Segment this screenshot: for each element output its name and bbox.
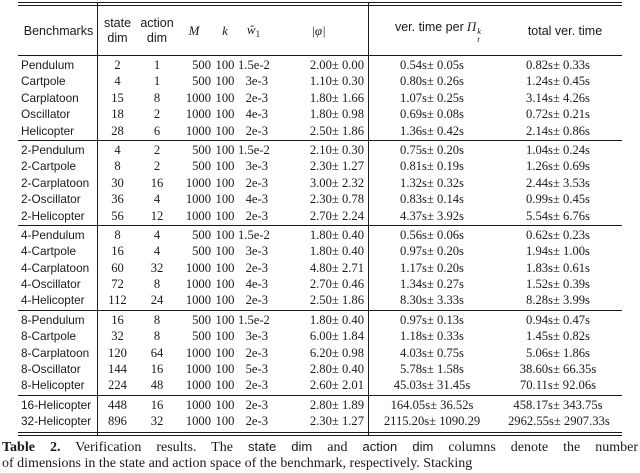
cell-total-time: 8.28s± 3.99s [526, 293, 590, 308]
cell-k: 100 [215, 192, 235, 207]
table-bottom-rule [18, 432, 622, 436]
cell-action-dim: 6 [153, 123, 161, 138]
cell-state-dim: 2 [114, 58, 121, 72]
cell-phi: 6.20± 0.98 [309, 345, 364, 360]
cell-benchmark: 2-Carplatoon [21, 175, 90, 190]
cell-total-time: 0.72s± 0.21s [526, 107, 590, 122]
cell-total-time: 2.44s± 3.53s [526, 175, 590, 190]
cell-m: 1000 [185, 362, 211, 377]
cell-state-dim: 60 [111, 260, 124, 275]
cell-w1: 3e-3 [245, 329, 268, 344]
cell-m: 1000 [185, 208, 211, 223]
cell-m: 500 [192, 74, 211, 89]
cell-k: 100 [215, 362, 235, 377]
cell-action-dim: 2 [153, 142, 161, 157]
cell-m: 1000 [185, 414, 211, 429]
cell-w1: 2e-3 [245, 378, 268, 393]
table-row [18, 90, 622, 106]
table-row [18, 208, 622, 224]
cell-phi: 4.80± 2.71 [309, 260, 364, 275]
caption-line-2: of dimensions in the state and action space of the benchmark, respectively. Stacking [2, 456, 473, 472]
cell-m: 1000 [185, 192, 211, 207]
cell-total-time: 0.82s± 0.33s [526, 58, 590, 72]
cell-w1: 3e-3 [245, 159, 268, 174]
column-header-ver-time [368, 19, 508, 43]
cell-k: 100 [215, 397, 235, 412]
cell-k: 100 [215, 90, 235, 105]
cell-m: 500 [192, 312, 211, 327]
cell-ver-time: 1.36s± 0.42s [400, 123, 464, 138]
table-row [18, 123, 622, 139]
cell-action-dim: 24 [150, 293, 164, 308]
cell-state-dim: 16 [111, 244, 124, 259]
state-dim-label-top: state [103, 16, 132, 30]
table-block-5 [18, 396, 622, 432]
cell-action-dim: 4 [153, 227, 161, 242]
cell-state-dim: 15 [111, 90, 124, 105]
table-row [18, 260, 622, 276]
results-table [18, 2, 622, 436]
cell-k: 100 [215, 107, 235, 122]
cell-w1: 1.5e-2 [238, 227, 270, 242]
table-row [18, 413, 622, 429]
cell-w1: 1.5e-2 [238, 142, 270, 157]
cell-k: 100 [215, 414, 235, 429]
cell-state-dim: 32 [111, 329, 124, 344]
cell-total-time: 5.06s± 1.86s [526, 345, 590, 360]
cell-action-dim: 4 [153, 192, 161, 207]
table-block-1 [18, 56, 622, 140]
cell-ver-time: 0.97s± 0.13s [400, 312, 464, 327]
cell-ver-time: 4.03s± 0.75s [400, 345, 464, 360]
cell-m: 500 [192, 58, 211, 72]
cell-benchmark: 4-Carplatoon [21, 260, 90, 275]
cell-total-time: 2.14s± 0.86s [526, 123, 590, 138]
cell-ver-time: 0.75s± 0.20s [400, 142, 464, 157]
cell-w1: 2e-3 [245, 260, 268, 275]
cell-benchmark: 2-Helicopter [21, 208, 85, 223]
action-dim-label-top: action [140, 16, 174, 30]
cell-total-time: 1.24s± 0.45s [526, 74, 590, 89]
cell-ver-time: 0.97s± 0.20s [400, 244, 464, 259]
cell-w1: 3e-3 [245, 244, 268, 259]
cell-w1: 2e-3 [245, 414, 268, 429]
cell-ver-time: 1.32s± 0.32s [400, 175, 464, 190]
table-row [18, 191, 622, 207]
table-row [18, 361, 622, 377]
cell-m: 500 [192, 329, 211, 344]
cell-ver-time: 1.34s± 0.27s [400, 277, 464, 292]
cell-m: 1000 [185, 90, 211, 105]
cell-m: 500 [192, 227, 211, 242]
cell-total-time: 70.11s± 92.06s [519, 378, 597, 393]
table-block-4 [18, 311, 622, 395]
cell-state-dim: 120 [108, 345, 127, 360]
cell-k: 100 [215, 244, 235, 259]
cell-m: 1000 [185, 397, 211, 412]
cell-m: 1000 [185, 378, 211, 393]
cell-phi: 2.30± 0.78 [309, 192, 364, 207]
cell-ver-time: 0.54s± 0.05s [400, 58, 464, 72]
cell-total-time: 1.26s± 0.69s [526, 159, 590, 174]
cell-action-dim: 12 [150, 208, 164, 223]
caption-text: and [327, 439, 348, 455]
cell-state-dim: 8 [114, 227, 121, 242]
cell-total-time: 5.54s± 6.76s [526, 208, 590, 223]
cell-action-dim: 1 [153, 58, 161, 72]
caption-action-dim-term: action dim [362, 438, 434, 454]
cell-action-dim: 16 [150, 397, 164, 412]
cell-total-time: 1.45s± 0.82s [526, 329, 590, 344]
cell-ver-time: 0.69s± 0.08s [400, 107, 464, 122]
table-row [18, 73, 622, 89]
cell-phi: 2.10± 0.30 [309, 142, 364, 157]
cell-ver-time: 8.30s± 3.33s [400, 293, 464, 308]
cell-phi: 6.00± 1.84 [309, 329, 364, 344]
cell-action-dim: 1 [153, 74, 161, 89]
paper-page [0, 2, 640, 472]
cell-phi: 1.10± 0.30 [309, 74, 364, 89]
table-block-3 [18, 226, 622, 310]
cell-state-dim: 8 [114, 159, 121, 174]
cell-benchmark: 32-Helicopter [21, 414, 92, 429]
cell-state-dim: 144 [108, 362, 127, 377]
w-hat-symbol: ŵ [246, 22, 256, 37]
cell-action-dim: 4 [153, 244, 161, 259]
w-subscript: 1 [255, 29, 261, 39]
cell-phi: 2.50± 1.86 [309, 293, 364, 308]
cell-phi: 2.50± 1.86 [309, 123, 364, 138]
cell-action-dim: 32 [150, 414, 164, 429]
cell-benchmark: 8-Helicopter [21, 378, 85, 393]
cell-action-dim: 8 [153, 90, 161, 105]
cell-phi: 2.70± 2.24 [309, 208, 364, 223]
cell-phi: 2.70± 0.46 [309, 277, 364, 292]
table-row [18, 345, 622, 361]
cell-m: 1000 [185, 107, 211, 122]
column-header-k: k [222, 22, 228, 38]
cell-k: 100 [215, 293, 235, 308]
cell-w1: 4e-3 [245, 107, 268, 122]
cell-benchmark: 4-Oscillator [21, 277, 81, 292]
cell-m: 1000 [185, 345, 211, 360]
cell-benchmark: 8-Carplatoon [21, 345, 90, 360]
cell-ver-time: 164.05s± 36.52s [390, 397, 474, 412]
cell-state-dim: 448 [108, 397, 127, 412]
table-row [18, 57, 622, 73]
table-row [18, 158, 622, 174]
cell-phi: 3.00± 2.32 [309, 175, 364, 190]
cell-action-dim: 48 [150, 378, 164, 393]
table-row [18, 397, 622, 413]
cell-state-dim: 4 [114, 74, 121, 89]
column-header-total-time: total ver. time [527, 23, 603, 38]
cell-total-time: 1.04s± 0.24s [526, 142, 590, 157]
cell-phi: 2.00± 0.00 [309, 58, 364, 72]
cell-state-dim: 56 [111, 208, 124, 223]
column-header-phi: |φ| [311, 22, 326, 38]
cell-k: 100 [215, 58, 235, 72]
cell-benchmark: 4-Pendulum [21, 227, 85, 242]
cell-total-time: 0.94s± 0.47s [526, 312, 590, 327]
cell-total-time: 3.14s± 4.26s [526, 90, 590, 105]
cell-m: 1000 [185, 293, 211, 308]
caption-line-1 [2, 439, 638, 457]
cell-w1: 2e-3 [245, 208, 268, 223]
table-row [18, 292, 622, 308]
cell-ver-time: 1.18s± 0.33s [400, 329, 464, 344]
cell-state-dim: 36 [111, 192, 124, 207]
table-row [18, 276, 622, 292]
cell-ver-time: 5.78s± 1.58s [400, 362, 464, 377]
cell-k: 100 [215, 227, 235, 242]
cell-ver-time: 1.07s± 0.25s [400, 90, 464, 105]
cell-benchmark: Cartpole [21, 74, 66, 89]
cell-benchmark: 4-Cartpole [21, 244, 77, 259]
table-block-2 [18, 141, 622, 225]
cell-benchmark: 8-Pendulum [21, 312, 85, 327]
cell-m: 500 [192, 159, 211, 174]
cell-m: 1000 [185, 260, 211, 275]
cell-benchmark: 8-Cartpole [21, 329, 77, 344]
cell-benchmark: 2-Pendulum [21, 142, 85, 157]
cell-m: 1000 [185, 123, 211, 138]
table-caption [2, 439, 638, 473]
cell-k: 100 [215, 345, 235, 360]
cell-w1: 2e-3 [245, 345, 268, 360]
table-row [18, 243, 622, 259]
vertical-rule-phi [368, 2, 369, 436]
cell-k: 100 [215, 175, 235, 190]
cell-total-time: 2962.55s± 2907.33s [508, 414, 610, 429]
cell-w1: 2e-3 [245, 293, 268, 308]
cell-w1: 1.5e-2 [238, 312, 270, 327]
table-row [18, 328, 622, 344]
cell-action-dim: 64 [150, 345, 164, 360]
cell-k: 100 [215, 260, 235, 275]
cell-k: 100 [215, 74, 235, 89]
caption-text: Verification results. The [75, 439, 233, 455]
cell-ver-time: 1.17s± 0.20s [400, 260, 464, 275]
cell-w1: 2e-3 [245, 123, 268, 138]
cell-k: 100 [215, 208, 235, 223]
table-row [18, 312, 622, 328]
cell-total-time: 1.83s± 0.61s [526, 260, 590, 275]
table-row [18, 377, 622, 393]
cell-w1: 4e-3 [245, 192, 268, 207]
cell-ver-time: 4.37s± 3.92s [400, 208, 464, 223]
cell-state-dim: 18 [111, 107, 124, 122]
cell-ver-time: 0.56s± 0.06s [400, 227, 464, 242]
caption-state-dim-term: state dim [247, 438, 313, 454]
cell-state-dim: 72 [111, 277, 124, 292]
action-dim-label-bottom: dim [146, 30, 168, 45]
cell-total-time: 0.62s± 0.23s [526, 227, 590, 242]
cell-state-dim: 896 [108, 414, 127, 429]
table-row [18, 227, 622, 243]
cell-action-dim: 32 [150, 260, 164, 275]
cell-total-time: 1.94s± 1.00s [526, 244, 590, 259]
cell-w1: 5e-3 [245, 362, 268, 377]
cell-k: 100 [215, 123, 235, 138]
cell-phi: 1.80± 0.98 [309, 107, 364, 122]
cell-k: 100 [215, 277, 235, 292]
cell-w1: 4e-3 [245, 277, 268, 292]
cell-action-dim: 8 [153, 277, 161, 292]
cell-action-dim: 16 [150, 175, 164, 190]
cell-ver-time: 0.80s± 0.26s [400, 74, 464, 89]
column-header-w1 [238, 22, 269, 39]
cell-k: 100 [215, 142, 235, 157]
cell-benchmark: 2-Oscillator [21, 192, 81, 207]
cell-ver-time: 45.03s± 31.45s [393, 378, 471, 393]
cell-phi: 1.80± 1.66 [309, 90, 364, 105]
caption-label: Table 2. [2, 439, 61, 455]
cell-state-dim: 28 [111, 123, 124, 138]
cell-state-dim: 16 [111, 312, 124, 327]
cell-ver-time: 2115.20s± 1090.29 [383, 414, 481, 429]
table-row [18, 142, 622, 158]
cell-benchmark: 2-Cartpole [21, 159, 77, 174]
cell-benchmark: Helicopter [21, 123, 75, 138]
cell-k: 100 [215, 329, 235, 344]
table-row [18, 175, 622, 191]
cell-benchmark: Oscillator [21, 107, 71, 122]
cell-m: 1000 [185, 175, 211, 190]
cell-total-time: 458.17s± 343.75s [513, 397, 603, 412]
cell-phi: 2.80± 0.40 [309, 362, 364, 377]
pi-subscript: t [477, 33, 480, 44]
cell-total-time: 0.99s± 0.45s [526, 192, 590, 207]
cell-state-dim: 224 [108, 378, 127, 393]
table-header-row [18, 6, 622, 55]
column-header-action-dim [138, 16, 176, 45]
cell-w1: 2e-3 [245, 397, 268, 412]
cell-ver-time: 0.83s± 0.14s [400, 192, 464, 207]
caption-text: columns denote the number [448, 439, 639, 455]
vertical-rule-benchmarks [97, 2, 98, 436]
cell-m: 500 [192, 244, 211, 259]
state-dim-label-bottom: dim [107, 30, 128, 45]
cell-w1: 3e-3 [245, 74, 268, 89]
table-row [18, 106, 622, 122]
cell-state-dim: 4 [114, 142, 121, 157]
cell-m: 1000 [185, 277, 211, 292]
cell-total-time: 1.52s± 0.39s [526, 277, 590, 292]
cell-action-dim: 8 [153, 312, 161, 327]
column-header-m: M [188, 22, 200, 38]
cell-phi: 1.80± 0.40 [309, 227, 364, 242]
column-header-benchmarks: Benchmarks [23, 23, 94, 38]
column-header-state-dim [97, 16, 138, 45]
cell-action-dim: 16 [150, 362, 164, 377]
cell-w1: 2e-3 [245, 175, 268, 190]
cell-phi: 2.60± 2.01 [309, 378, 364, 393]
cell-phi: 2.30± 1.27 [309, 159, 364, 174]
cell-benchmark: 8-Oscillator [21, 362, 81, 377]
cell-benchmark: 16-Helicopter [21, 397, 92, 412]
cell-phi: 1.80± 0.40 [309, 312, 364, 327]
cell-w1: 1.5e-2 [238, 58, 270, 72]
cell-phi: 2.30± 1.27 [309, 414, 364, 429]
cell-benchmark: Carplatoon [21, 90, 79, 105]
cell-action-dim: 2 [153, 159, 161, 174]
cell-phi: 2.80± 1.89 [309, 397, 364, 412]
cell-state-dim: 30 [111, 175, 124, 190]
cell-action-dim: 8 [153, 329, 161, 344]
pi-symbol: Π [466, 18, 477, 34]
ver-time-label: ver. time per [394, 19, 464, 34]
cell-benchmark: Pendulum [21, 58, 75, 72]
cell-total-time: 38.60s± 66.35s [519, 362, 597, 377]
cell-k: 100 [215, 159, 235, 174]
cell-benchmark: 4-Helicopter [21, 293, 85, 308]
cell-k: 100 [215, 378, 235, 393]
pi-superscript: k [477, 25, 482, 36]
cell-action-dim: 2 [153, 107, 161, 122]
cell-m: 500 [192, 142, 211, 157]
cell-w1: 2e-3 [245, 90, 268, 105]
cell-k: 100 [215, 312, 235, 327]
cell-state-dim: 112 [108, 293, 127, 308]
cell-phi: 1.80± 0.40 [309, 244, 364, 259]
cell-ver-time: 0.81s± 0.19s [400, 159, 464, 174]
